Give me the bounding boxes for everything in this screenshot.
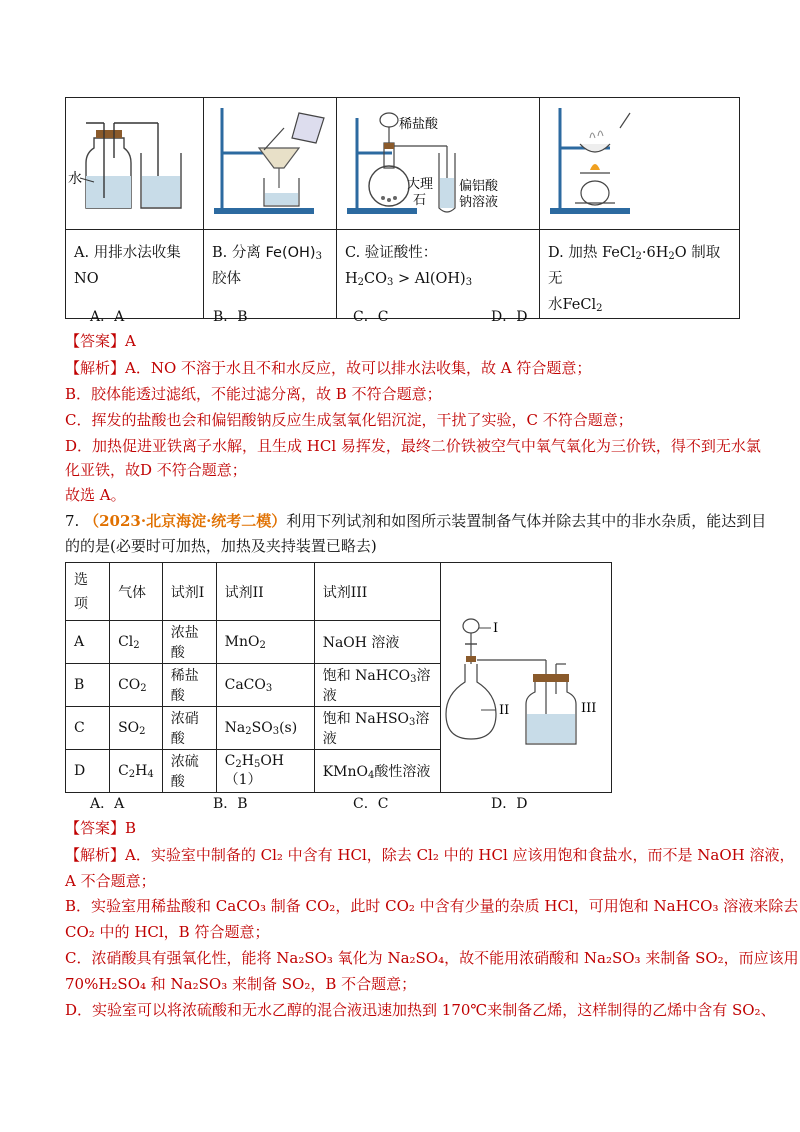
q7-header-option: 选 项	[66, 563, 110, 621]
q6-cell-b-figure	[204, 98, 337, 230]
water-label: 水	[68, 171, 82, 187]
q6-analysis-a: 【解析】A．NO 不溶于水且不和水反应，故可以排水法收集，故 A 符合题意；	[65, 359, 592, 377]
q6-cell-c-text: C. 验证酸性： $H_2CO_3 > Al(OH)_3$	[337, 230, 540, 319]
q6-cell-c-figure	[337, 98, 540, 230]
evaporation-apparatus-icon	[540, 98, 739, 229]
apparatus-label-2: II	[498, 702, 510, 718]
q6-option-d[interactable]: D．D	[491, 309, 528, 325]
q7-row-c: C $SO_2$ 浓硝酸 $Na_2SO_3(s)$ 饱和 NaHSO$_3$溶液	[66, 707, 612, 750]
q7-analysis-c1: C．浓硝酸具有强氧化性，能将 Na₂SO₃ 氧化为 Na₂SO₄，故不能用浓硝酸和 Na₂SO₃ 来制备 SO₂，而应该用	[65, 949, 799, 967]
q7-source: （2023·北京海淀·统考二模）	[84, 512, 287, 530]
svg-text:石: 石	[413, 193, 427, 208]
gas-collection-apparatus-icon	[66, 98, 203, 229]
q7-analysis-c2: 70%H₂SO₄ 和 Na₂SO₃ 来制备 SO₂，B 不合题意；	[65, 975, 417, 993]
filtration-apparatus-icon	[204, 98, 336, 229]
q7-stem-line2: 的的是(必要时可加热，加热及夹持装置已略去)	[65, 537, 377, 555]
q6-option-c[interactable]: C．C	[353, 309, 389, 325]
q7-analysis-d1: D．实验室可以将浓硫酸和无水乙醇的混合液迅速加热到 170℃来制备乙烯，这样制得的乙烯中含有 SO₂、	[65, 1001, 776, 1019]
q6-analysis-c: C．挥发的盐酸也会和偏铝酸钠反应生成氢氧化铝沉淀，干扰了实验，C 不符合题意；	[65, 411, 633, 429]
svg-text:稀盐酸: 稀盐酸	[399, 117, 439, 132]
svg-text:钠溶液: 钠溶液	[459, 195, 499, 210]
q6-cell-d-figure	[540, 98, 740, 230]
svg-text:偏铝酸: 偏铝酸	[459, 179, 499, 194]
q7-row-a: A $Cl_2$ 浓盐酸 MnO$_2$ NaOH 溶液	[66, 621, 612, 664]
q7-analysis-a1: 【解析】A．实验室中制备的 Cl₂ 中含有 HCl，除去 Cl₂ 中的 HCl 应该用饱和食盐水，而不是 NaOH 溶液，	[65, 846, 795, 864]
q6-apparatus-table	[65, 97, 740, 319]
q6-conclusion: 故选 A。	[65, 486, 126, 504]
q7-option-b[interactable]: B．B	[213, 796, 248, 812]
q6-answer: 【答案】A	[65, 332, 136, 350]
q7-stem-line1: 7. （2023·北京海淀·统考二模）利用下列试剂和如图所示装置制备气体并除去其中的非水杂质，能达到目	[65, 512, 767, 530]
q7-header-gas: 气体	[110, 563, 163, 621]
acid-strength-apparatus-icon	[337, 98, 539, 229]
q7-option-c[interactable]: C．C	[353, 796, 389, 812]
q7-row-b: B $CO_2$ 稀盐酸 CaCO$_3$ 饱和 NaHCO$_3$溶液	[66, 664, 612, 707]
q6-option-b[interactable]: B．B	[213, 309, 248, 325]
apparatus-label-1: I	[492, 620, 499, 636]
q6-cell-a-figure	[66, 98, 204, 230]
q6-cell-b-text: B. 分离 $Fe(OH)_3$ 胶体	[204, 230, 337, 319]
q7-answer: 【答案】B	[65, 819, 137, 837]
q6-analysis-b: B．胶体能透过滤纸，不能过滤分离，故 B 不符合题意；	[65, 385, 442, 403]
q7-analysis-b1: B．实验室用稀盐酸和 CaCO₃ 制备 CO₂，此时 CO₂ 中含有少量的杂质 HCl，可用饱和 NaHCO₃ 溶液来除去	[65, 897, 799, 915]
q7-analysis-b2: CO₂ 中的 HCl，B 符合题意；	[65, 923, 270, 941]
q6-cell-a-text: A. 用排水法收集 NO	[66, 230, 204, 319]
q7-option-a[interactable]: A．A	[90, 796, 125, 812]
q6-option-a[interactable]: A．A	[90, 309, 125, 325]
q6-analysis-d1: D．加热促进亚铁离子水解，且生成 HCl 易挥发，最终二价铁被空气中氧气氧化为三价铁，得不到无水氯	[65, 437, 761, 455]
svg-text:大理: 大理	[407, 177, 434, 192]
q7-header-reagent3: 试剂III	[314, 563, 440, 621]
q7-option-d[interactable]: D．D	[491, 796, 528, 812]
q6-analysis-d2: 化亚铁，故D 不符合题意；	[65, 461, 247, 479]
q7-header-reagent2: 试剂II	[216, 563, 314, 621]
gas-generation-apparatus-icon	[441, 564, 611, 792]
q7-header-reagent1: 试剂I	[162, 563, 216, 621]
q7-apparatus-cell	[440, 563, 611, 793]
q7-analysis-a2: A 不合题意；	[65, 872, 156, 890]
q7-reagent-table	[65, 562, 612, 793]
apparatus-label-3: III	[580, 700, 597, 716]
q7-row-d: D $C_2H_4$ 浓硫酸 $C_2H_5OH(1)$ KMnO$_4$酸性溶液	[66, 750, 612, 793]
q6-cell-d-text: D. 加热 $FeCl_2\cdot 6H_2O$ 制取无 水FeCl$_2$	[540, 230, 740, 319]
